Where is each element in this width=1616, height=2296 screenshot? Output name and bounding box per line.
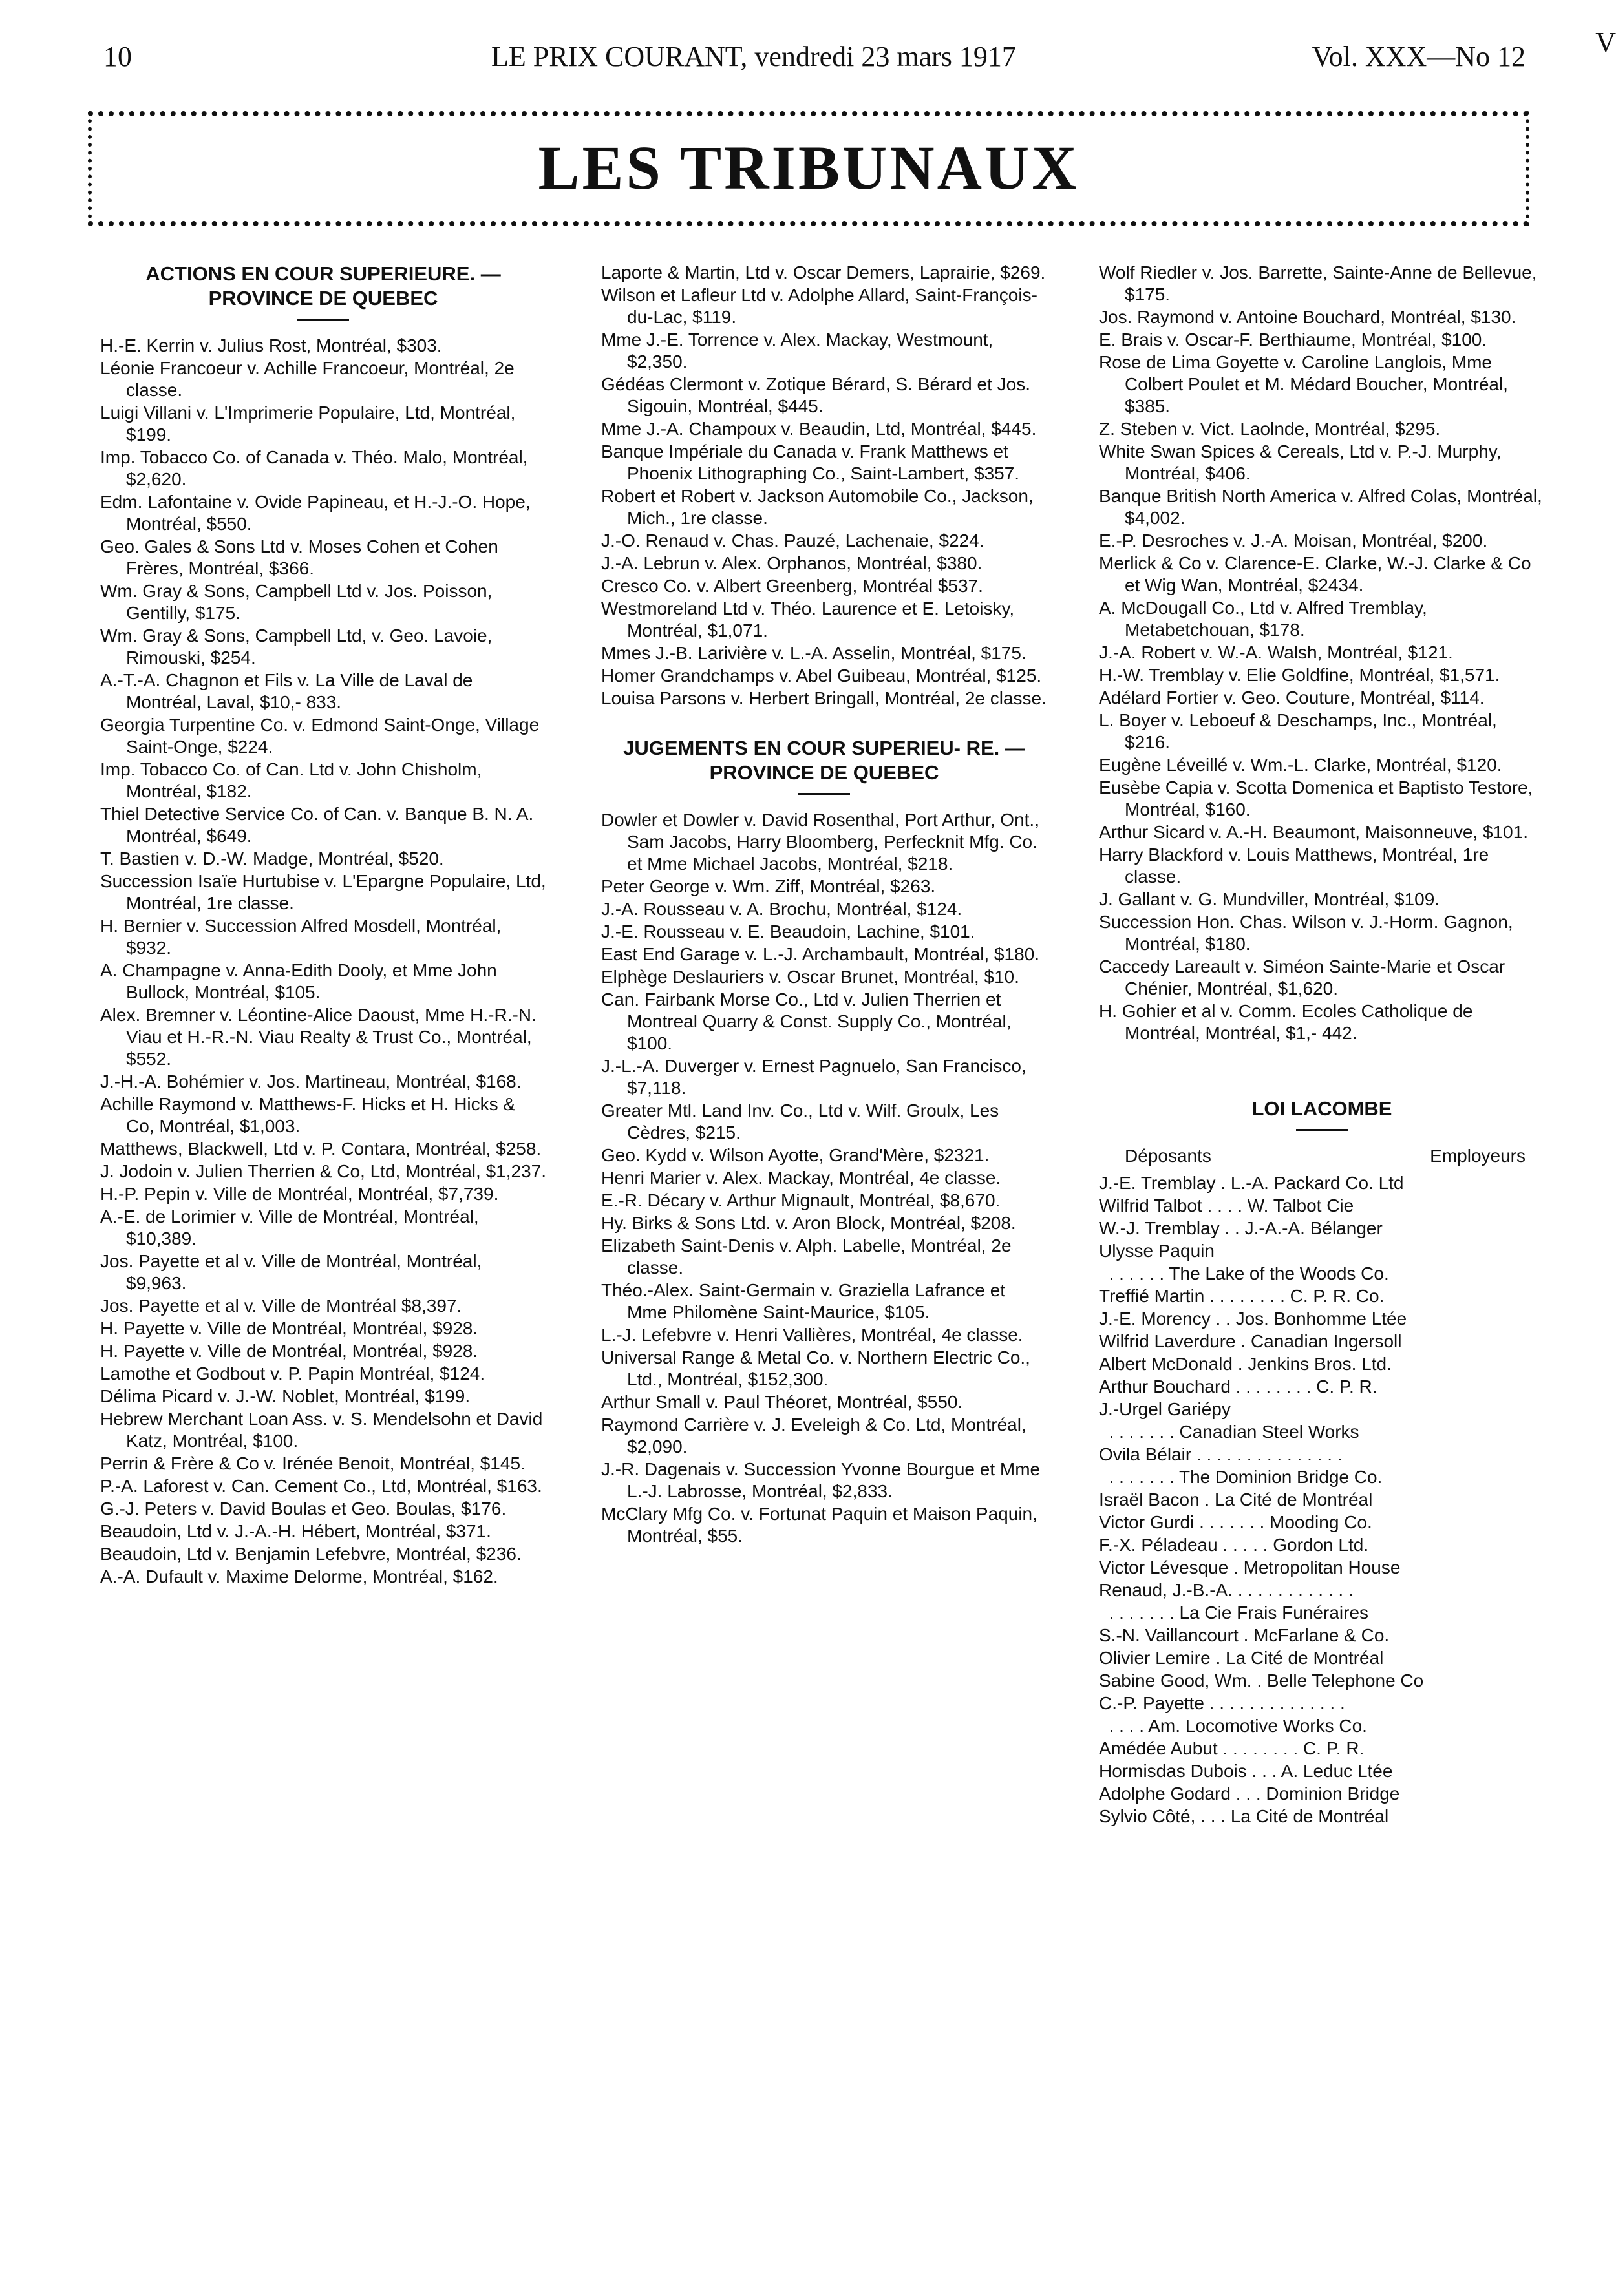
jugement-entry: Merlick & Co v. Clarence-E. Clarke, W.-J. Clarke & Co et Wig Wan, Montréal, $2434. xyxy=(1099,553,1531,595)
action-entry: H.-P. Pepin v. Ville de Montréal, Montréal, $7,739. xyxy=(100,1184,499,1204)
column-3 xyxy=(1099,262,1545,1827)
action-entry: Wm. Gray & Sons, Campbell Ltd, v. Geo. Lavoie, Rimouski, $254. xyxy=(100,626,493,668)
page-number: 10 xyxy=(103,41,132,72)
jugement-entry: L.-J. Lefebvre v. Henri Vallières, Montréal, 4e classe. xyxy=(601,1325,1023,1345)
action-entry: Wm. Gray & Sons, Campbell Ltd v. Jos. Poisson, Gentilly, $175. xyxy=(100,581,493,623)
jugement-entry: Hy. Birks & Sons Ltd. v. Aron Block, Montréal, $208. xyxy=(601,1213,1016,1233)
jugement-entry: Jos. Raymond v. Antoine Bouchard, Montréal, $130. xyxy=(1099,307,1516,327)
lacombe-entry: Arthur Bouchard . . . . . . . . C. P. R. xyxy=(1099,1376,1377,1396)
jugement-entry: Théo.-Alex. Saint-Germain v. Graziella Lafrance et Mme Philomène Saint-Maurice, $105. xyxy=(601,1280,1006,1322)
jugement-entry: E.-P. Desroches v. J.-A. Moisan, Montréal, $200. xyxy=(1099,531,1488,551)
jugement-entry: Eusèbe Capia v. Scotta Domenica et Baptisto Testore, Montréal, $160. xyxy=(1099,777,1533,819)
jugement-entry: Arthur Sicard v. A.-H. Beaumont, Maisonneuve, $101. xyxy=(1099,822,1529,842)
lacombe-entry: Albert McDonald . Jenkins Bros. Ltd. xyxy=(1099,1353,1392,1374)
jugement-entry: J.-A. Rousseau v. A. Brochu, Montréal, $124. xyxy=(601,899,962,919)
action-entry: Laporte & Martin, Ltd v. Oscar Demers, Laprairie, $269. xyxy=(601,262,1046,282)
section-banner xyxy=(88,111,1529,226)
jugement-entry: Raymond Carrière v. J. Eveleigh & Co. Ltd, Montréal, $2,090. xyxy=(601,1415,1026,1457)
action-entry: Mmes J.-B. Larivière v. L.-A. Asselin, Montréal, $175. xyxy=(601,643,1026,663)
lacombe-entry: Hormisdas Dubois . . . A. Leduc Ltée xyxy=(1099,1760,1393,1781)
action-entry: Léonie Francoeur v. Achille Francoeur, Montréal, 2e classe. xyxy=(100,358,515,400)
jugement-entry: Elizabeth Saint-Denis v. Alph. Labelle, Montréal, 2e classe. xyxy=(601,1236,1012,1278)
lacombe-entry: C.-P. Payette . . . . . . . . . . . . . . xyxy=(1099,1692,1345,1713)
action-entry: Hebrew Merchant Loan Ass. v. S. Mendelsohn et David Katz, Montréal, $100. xyxy=(100,1409,543,1451)
heading-rule xyxy=(297,319,349,321)
lacombe-entry: Treffié Martin . . . . . . . . C. P. R. Co. xyxy=(1099,1285,1385,1306)
jugement-entry: H.-W. Tremblay v. Elie Goldfine, Montréal, $1,571. xyxy=(1099,665,1500,685)
action-entry: Beaudoin, Ltd v. Benjamin Lefebvre, Montréal, $236. xyxy=(100,1544,522,1564)
lacombe-entry: Ovila Bélair . . . . . . . . . . . . . . . xyxy=(1099,1444,1343,1464)
edge-letter: V xyxy=(1595,26,1616,58)
action-entry: Luigi Villani v. L'Imprimerie Populaire, Ltd, Montréal, $199. xyxy=(100,403,516,445)
volume-number: Vol. XXX—No 12 xyxy=(1312,41,1526,72)
action-entry: Perrin & Frère & Co v. Irénée Benoit, Montréal, $145. xyxy=(100,1453,526,1473)
action-entry: Mme J.-A. Champoux v. Beaudin, Ltd, Montréal, $445. xyxy=(601,419,1037,439)
lacombe-entry: Renaud, J.-B.-A. . . . . . . . . . . . . xyxy=(1099,1579,1354,1600)
lacombe-entry: Israël Bacon . La Cité de Montréal xyxy=(1099,1489,1373,1510)
action-entry: P.-A. Laforest v. Can. Cement Co., Ltd, Montréal, $163. xyxy=(100,1476,542,1496)
jugement-entry: Banque British North America v. Alfred Colas, Montréal, $4,002. xyxy=(1099,486,1542,528)
jugement-entry: Adélard Fortier v. Geo. Couture, Montréal, $114. xyxy=(1099,688,1485,708)
action-entry: Imp. Tobacco Co. of Can. Ltd v. John Chisholm, Montréal, $182. xyxy=(100,759,482,801)
jugement-entry: White Swan Spices & Cereals, Ltd v. P.-J. Murphy, Montréal, $406. xyxy=(1099,441,1502,483)
jugement-entry: J.-R. Dagenais v. Succession Yvonne Bourgue et Mme L.-J. Labrosse, Montréal, $2,833. xyxy=(601,1459,1041,1501)
action-entry: Succession Isaïe Hurtubise v. L'Epargne Populaire, Ltd, Montréal, 1re classe. xyxy=(100,871,546,913)
lacombe-entry: Sylvio Côté, . . . La Cité de Montréal xyxy=(1099,1806,1389,1826)
action-entry: H. Bernier v. Succession Alfred Mosdell, Montréal, $932. xyxy=(100,916,502,958)
action-entry: J.-H.-A. Bohémier v. Jos. Martineau, Montréal, $168. xyxy=(100,1071,522,1091)
lacombe-entry: Wilfrid Laverdure . Canadian Ingersoll xyxy=(1099,1331,1402,1351)
actions-list-continued xyxy=(601,262,1047,710)
lacombe-entry: . . . . Am. Locomotive Works Co. xyxy=(1099,1715,1367,1736)
action-entry: A.-E. de Lorimier v. Ville de Montréal, Montréal, $10,389. xyxy=(100,1206,479,1248)
jugement-entry: Harry Blackford v. Louis Matthews, Montréal, 1re classe. xyxy=(1099,845,1489,887)
actions-list xyxy=(100,335,546,1588)
jugement-entry: Henri Marier v. Alex. Mackay, Montréal, 4e classe. xyxy=(601,1168,1001,1188)
jugement-entry: J.-A. Robert v. W.-A. Walsh, Montréal, $121. xyxy=(1099,642,1453,662)
lacombe-entry: J.-E. Morency . . Jos. Bonhomme Ltée xyxy=(1099,1308,1407,1329)
jugement-entry: East End Garage v. L.-J. Archambault, Montréal, $180. xyxy=(601,944,1040,964)
lacombe-entry: J.-E. Tremblay . L.-A. Packard Co. Ltd xyxy=(1099,1172,1404,1193)
lacombe-entry: . . . . . . The Lake of the Woods Co. xyxy=(1099,1263,1389,1283)
action-entry: Jos. Payette et al v. Ville de Montréal $8,397. xyxy=(100,1296,462,1316)
lacombe-entry: Amédée Aubut . . . . . . . . C. P. R. xyxy=(1099,1738,1365,1758)
action-entry: Banque Impériale du Canada v. Frank Matthews et Phoenix Lithographing Co., Saint-Lambert, $357. xyxy=(601,441,1020,483)
action-entry: A.-A. Dufault v. Maxime Delorme, Montréal, $162. xyxy=(100,1566,498,1586)
action-entry: H.-E. Kerrin v. Julius Rost, Montréal, $303. xyxy=(100,335,442,355)
heading-rule xyxy=(1296,1129,1348,1131)
lacombe-entry: Adolphe Godard . . . Dominion Bridge xyxy=(1099,1783,1400,1804)
jugement-entry: Elphège Deslauriers v. Oscar Brunet, Montréal, $10. xyxy=(601,967,1019,987)
jugement-entry: E. Brais v. Oscar-F. Berthiaume, Montréal, $100. xyxy=(1099,330,1487,350)
action-entry: J.-A. Lebrun v. Alex. Orphanos, Montréal, $380. xyxy=(601,553,983,573)
deposants-label: Déposants xyxy=(1125,1146,1211,1166)
jugement-entry: Dowler et Dowler v. David Rosenthal, Port Arthur, Ont., Sam Jacobs, Harry Bloomberg, Perfecknit Mfg. Co. et Mme Michael Jacobs, Montréal, $218. xyxy=(601,810,1039,874)
heading-rule xyxy=(798,793,850,795)
column-1 xyxy=(100,262,546,1588)
action-entry: Alex. Bremner v. Léontine-Alice Daoust, Mme H.-R.-N. Viau et H.-R.-N. Viau Realty & Trust Co., Montréal, $552. xyxy=(100,1005,537,1069)
lacombe-entry: . . . . . . . La Cie Frais Funéraires xyxy=(1099,1602,1369,1623)
jugements-list-continued xyxy=(1099,262,1545,1044)
jugement-entry: Rose de Lima Goyette v. Caroline Langlois, Mme Colbert Poulet et M. Médard Boucher, Montréal, $385. xyxy=(1099,352,1508,416)
jugement-entry: Greater Mtl. Land Inv. Co., Ltd v. Wilf. Groulx, Les Cèdres, $215. xyxy=(601,1101,999,1143)
action-entry: J. Jodoin v. Julien Therrien & Co, Ltd, Montréal, $1,237. xyxy=(100,1161,547,1181)
jugement-entry: Wolf Riedler v. Jos. Barrette, Sainte-Anne de Bellevue, $175. xyxy=(1099,262,1537,304)
jugement-entry: Eugène Léveillé v. Wm.-L. Clarke, Montréal, $120. xyxy=(1099,755,1502,775)
jugement-entry: J. Gallant v. G. Mundviller, Montréal, $109. xyxy=(1099,889,1440,909)
jugement-entry: L. Boyer v. Leboeuf & Deschamps, Inc., Montréal, $216. xyxy=(1099,710,1497,752)
lacombe-entry: . . . . . . . The Dominion Bridge Co. xyxy=(1099,1466,1383,1487)
jugement-entry: Can. Fairbank Morse Co., Ltd v. Julien Therrien et Montreal Quarry & Const. Supply Co., Montréal, $100. xyxy=(601,989,1012,1053)
lacombe-entry: J.-Urgel Gariépy xyxy=(1099,1398,1231,1419)
action-entry: Lamothe et Godbout v. P. Papin Montréal, $124. xyxy=(100,1364,485,1384)
action-entry: G.-J. Peters v. David Boulas et Geo. Boulas, $176. xyxy=(100,1499,507,1519)
jugement-entry: A. McDougall Co., Ltd v. Alfred Tremblay, Metabetchouan, $178. xyxy=(1099,598,1427,640)
lacombe-list xyxy=(1099,1172,1545,1827)
publication-title: LE PRIX COURANT, vendredi 23 mars 1917 xyxy=(491,41,1016,72)
action-entry: Robert et Robert v. Jackson Automobile Co., Jackson, Mich., 1re classe. xyxy=(601,486,1034,528)
action-entry: Délima Picard v. J.-W. Noblet, Montréal, $199. xyxy=(100,1386,471,1406)
loi-lacombe-heading: LOI LACOMBE xyxy=(1251,1097,1392,1120)
action-entry: Beaudoin, Ltd v. J.-A.-H. Hébert, Montréal, $371. xyxy=(100,1521,491,1541)
lacombe-entry: Wilfrid Talbot . . . . W. Talbot Cie xyxy=(1099,1195,1354,1216)
action-entry: Gédéas Clermont v. Zotique Bérard, S. Bérard et Jos. Sigouin, Montréal, $445. xyxy=(601,374,1031,416)
lacombe-entry: Victor Gurdi . . . . . . . Mooding Co. xyxy=(1099,1511,1372,1532)
lacombe-column-headers xyxy=(1125,1145,1526,1168)
action-entry: J.-O. Renaud v. Chas. Pauzé, Lachenaie, $224. xyxy=(601,531,984,551)
jugement-entry: McClary Mfg Co. v. Fortunat Paquin et Maison Paquin, Montréal, $55. xyxy=(601,1504,1037,1546)
action-entry: Westmoreland Ltd v. Théo. Laurence et E. Letoisky, Montréal, $1,071. xyxy=(601,598,1015,640)
action-entry: Wilson et Lafleur Ltd v. Adolphe Allard, Saint-François-du-Lac, $119. xyxy=(601,285,1037,327)
action-entry: A. Champagne v. Anna-Edith Dooly, et Mme John Bullock, Montréal, $105. xyxy=(100,960,497,1002)
page-header xyxy=(103,40,1526,79)
lacombe-entry: Olivier Lemire . La Cité de Montréal xyxy=(1099,1647,1384,1668)
action-entry: A.-T.-A. Chagnon et Fils v. La Ville de Laval de Montréal, Laval, $10,- 833. xyxy=(100,670,473,712)
lacombe-entry: F.-X. Péladeau . . . . . Gordon Ltd. xyxy=(1099,1534,1369,1555)
action-entry: Matthews, Blackwell, Ltd v. P. Contara, Montréal, $258. xyxy=(100,1139,542,1159)
lacombe-entry: W.-J. Tremblay . . J.-A.-A. Bélanger xyxy=(1099,1217,1383,1238)
employeurs-label: Employeurs xyxy=(1430,1146,1526,1166)
banner-title: LES TRIBUNAUX xyxy=(538,133,1079,202)
action-entry: T. Bastien v. D.-W. Madge, Montréal, $520. xyxy=(100,848,444,869)
action-entry: Achille Raymond v. Matthews-F. Hicks et H. Hicks & Co, Montréal, $1,003. xyxy=(100,1094,516,1136)
jugement-entry: J.-L.-A. Duverger v. Ernest Pagnuelo, San Francisco, $7,118. xyxy=(601,1056,1026,1098)
action-entry: Georgia Turpentine Co. v. Edmond Saint-Onge, Village Saint-Onge, $224. xyxy=(100,715,540,757)
action-entry: Jos. Payette et al v. Ville de Montréal, Montréal, $9,963. xyxy=(100,1251,482,1293)
action-entry: Homer Grandchamps v. Abel Guibeau, Montréal, $125. xyxy=(601,666,1042,686)
action-entry: Cresco Co. v. Albert Greenberg, Montréal $537. xyxy=(601,576,983,596)
jugement-entry: H. Gohier et al v. Comm. Ecoles Catholique de Montréal, Montréal, $1,- 442. xyxy=(1099,1001,1473,1043)
lacombe-entry: Victor Lévesque . Metropolitan House xyxy=(1099,1557,1401,1577)
jugement-entry: Geo. Kydd v. Wilson Ayotte, Grand'Mère, $2321. xyxy=(601,1145,990,1165)
jugements-list xyxy=(601,809,1047,1547)
action-entry: Mme J.-E. Torrence v. Alex. Mackay, Westmount, $2,350. xyxy=(601,330,994,372)
jugement-entry: Z. Steben v. Vict. Laolnde, Montréal, $295. xyxy=(1099,419,1441,439)
jugement-entry: Arthur Small v. Paul Théoret, Montréal, $550. xyxy=(601,1392,963,1412)
jugement-entry: E.-R. Décary v. Arthur Mignault, Montréal, $8,670. xyxy=(601,1190,1001,1210)
jugement-entry: Caccedy Lareault v. Siméon Sainte-Marie et Oscar Chénier, Montréal, $1,620. xyxy=(1099,956,1505,998)
action-entry: H. Payette v. Ville de Montréal, Montréal, $928. xyxy=(100,1341,478,1361)
jugement-entry: J.-E. Rousseau v. E. Beaudoin, Lachine, $101. xyxy=(601,922,975,942)
action-entry: Louisa Parsons v. Herbert Bringall, Montréal, 2e classe. xyxy=(601,688,1047,708)
lacombe-entry: Sabine Good, Wm. . Belle Telephone Co xyxy=(1099,1670,1424,1690)
action-entry: Imp. Tobacco Co. of Canada v. Théo. Malo, Montréal, $2,620. xyxy=(100,447,528,489)
lacombe-entry: S.-N. Vaillancourt . McFarlane & Co. xyxy=(1099,1625,1390,1645)
action-entry: Thiel Detective Service Co. of Can. v. Banque B. N. A. Montréal, $649. xyxy=(100,804,534,846)
column-2 xyxy=(601,262,1047,1548)
action-entry: H. Payette v. Ville de Montréal, Montréal, $928. xyxy=(100,1318,478,1338)
jugement-entry: Succession Hon. Chas. Wilson v. J.-Horm. Gagnon, Montréal, $180. xyxy=(1099,912,1513,954)
jugement-entry: Peter George v. Wm. Ziff, Montréal, $263. xyxy=(601,876,936,896)
jugement-entry: Universal Range & Metal Co. v. Northern Electric Co., Ltd., Montréal, $152,300. xyxy=(601,1347,1030,1389)
action-entry: Edm. Lafontaine v. Ovide Papineau, et H.-J.-O. Hope, Montréal, $550. xyxy=(100,492,531,534)
action-entry: Geo. Gales & Sons Ltd v. Moses Cohen et Cohen Frères, Montréal, $366. xyxy=(100,536,498,578)
lacombe-entry: . . . . . . . Canadian Steel Works xyxy=(1099,1421,1359,1442)
jugements-heading: JUGEMENTS EN COUR SUPERIEU- RE. — PROVINCE DE QUEBEC xyxy=(623,737,1025,784)
actions-heading: ACTIONS EN COUR SUPERIEURE. — PROVINCE DE QUEBEC xyxy=(145,262,501,310)
lacombe-entry: Ulysse Paquin xyxy=(1099,1240,1215,1261)
